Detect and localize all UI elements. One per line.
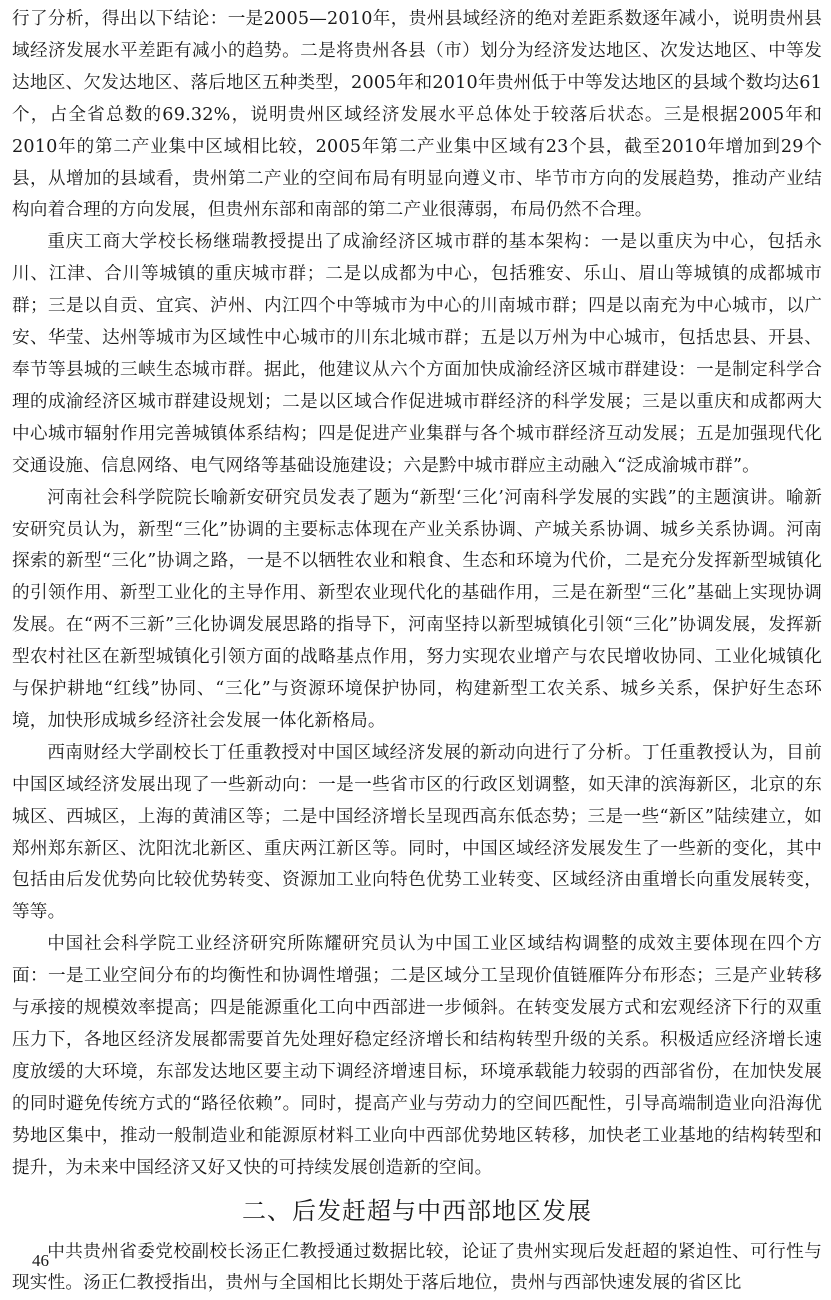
section-heading: 二、后发赶超与中西部地区发展	[242, 1196, 592, 1225]
paragraph-chen-yao: 中国社会科学院工业经济研究所陈耀研究员认为中国工业区域结构调整的成效主要体现在四个方面：一是工业空间分布的均衡性和协调性增强；二是区域分工呈现价值链雁阵分布形态；三是产业转移与承接的规模效率提高；四是能源重化工向中西部进一步倾斜。在转变发展方式和宏观经济下行的双重压力下，各地区经济发展都需要首先处理好稳定经济增长和结构转型升级的关系。积极适应经济增长速度放缓的大环境，东部发达地区要主动下调经济增速目标，环境承载能力较弱的西部省份，在加快发展的同时避免传统方式的“路径依赖”。同时，提高产业与劳动力的空间匹配性，引导高端制造业向沿海优势地区集中，推动一般制造业和能源原材料工业向中西部优势地区转移，加快老工业基地的结构转型和提升，为未来中国经济又好又快的可持续发展创造新的空间。	[12, 934, 822, 1178]
paragraph-tang-zhengren: 中共贵州省委党校副校长汤正仁教授通过数据比较，论证了贵州实现后发赶超的紧迫性、可行性与现实性。汤正仁教授指出，贵州与全国相比长期处于落后地位，贵州与西部快速发展的省区比	[12, 1241, 822, 1294]
paragraph-ding-renzhong: 西南财经大学副校长丁任重教授对中国区域经济发展的新动向进行了分析。丁任重教授认为，目前中国区域经济发展出现了一些新动向：一是一些省市区的行政区划调整，如天津的滨海新区，北京的东城区、西城区，上海的黄浦区等；二是中国经济增长呈现西高东低态势；三是一些“新区”陆续建立，如郑州郑东新区、沈阳沈北新区、重庆两江新区等。同时，中国区域经济发展发生了一些新的变化，其中包括由后发优势向比较优势转变、资源加工业向特色优势工业转变、区域经济由重增长向重发展转变，等等。	[12, 742, 822, 923]
page-body	[12, 4, 822, 1300]
paragraph-yu-xinan: 河南社会科学院院长喻新安研究员发表了题为“新型‘三化’河南科学发展的实践”的主题演讲。喻新安研究员认为，新型“三化”协调的主要标志体现在产业关系协调、产城关系协调、城乡关系协调。河南探索的新型“三化”协调之路，一是不以牺牲农业和粮食、生态和环境为代价，二是充分发挥新型城镇化的引领作用、新型工业化的主导作用、新型农业现代化的基础作用，三是在新型“三化”基础上实现协调发展。在“两不三新”三化协调发展思路的指导下，河南坚持以新型城镇化引领“三化”协调发展，发挥新型农村社区在新型城镇化引领方面的战略基点作用，努力实现农业增产与农民增收协同、工业化城镇化与保护耕地“红线”协同、“三化”与资源环境保护协同，构建新型工农关系、城乡关系，保护好生态环境，加快形成城乡经济社会发展一体化新格局。	[12, 487, 822, 731]
paragraph-continued: 行了分析，得出以下结论：一是2005—2010年，贵州县域经济的绝对差距系数逐年减小，说明贵州县域经济发展水平差距有减小的趋势。二是将贵州各县（市）划分为经济发达地区、次发达地区、中等发达地区、欠发达地区、落后地区五种类型，2005年和2010年贵州低于中等发达地区的县域个数均达61个，占全省总数的69.32%，说明贵州区域经济发展水平总体处于较落后状态。三是根据2005年和2010年的第二产业集中区域相比较，2005年第二产业集中区域有23个县，截至2010年增加到29个县，从增加的县域看，贵州第二产业的空间布局有明显向遵义市、毕节市方向的发展趋势，推动产业结构向着合理的方向发展，但贵州东部和南部的第二产业很薄弱，布局仍然不合理。	[12, 9, 822, 221]
paragraph-yang-jirui: 重庆工商大学校长杨继瑞教授提出了成渝经济区城市群的基本架构：一是以重庆为中心，包括永川、江津、合川等城镇的重庆城市群；二是以成都为中心，包括雅安、乐山、眉山等城镇的成都城市群；三是以自贡、宜宾、泸州、内江四个中等城市为中心的川南城市群；四是以南充为中心城市，以广安、华莹、达州等城市为区域性中心城市的川东北城市群；五是以万州为中心城市，包括忠县、开县、奉节等县城的三峡生态城市群。据此，他建议从六个方面加快成渝经济区城市群建设：一是制定科学合理的成渝经济区城市群建设规划；二是以区域合作促进城市群经济的科学发展；三是以重庆和成都两大中心城市辐射作用完善城镇体系结构；四是促进产业集群与各个城市群经济互动发展；五是加强现代化交通设施、信息网络、电气网络等基础设施建设；六是黔中城市群应主动融入“泛成渝城市群”。	[12, 232, 822, 476]
page-number: 46	[32, 1251, 49, 1270]
